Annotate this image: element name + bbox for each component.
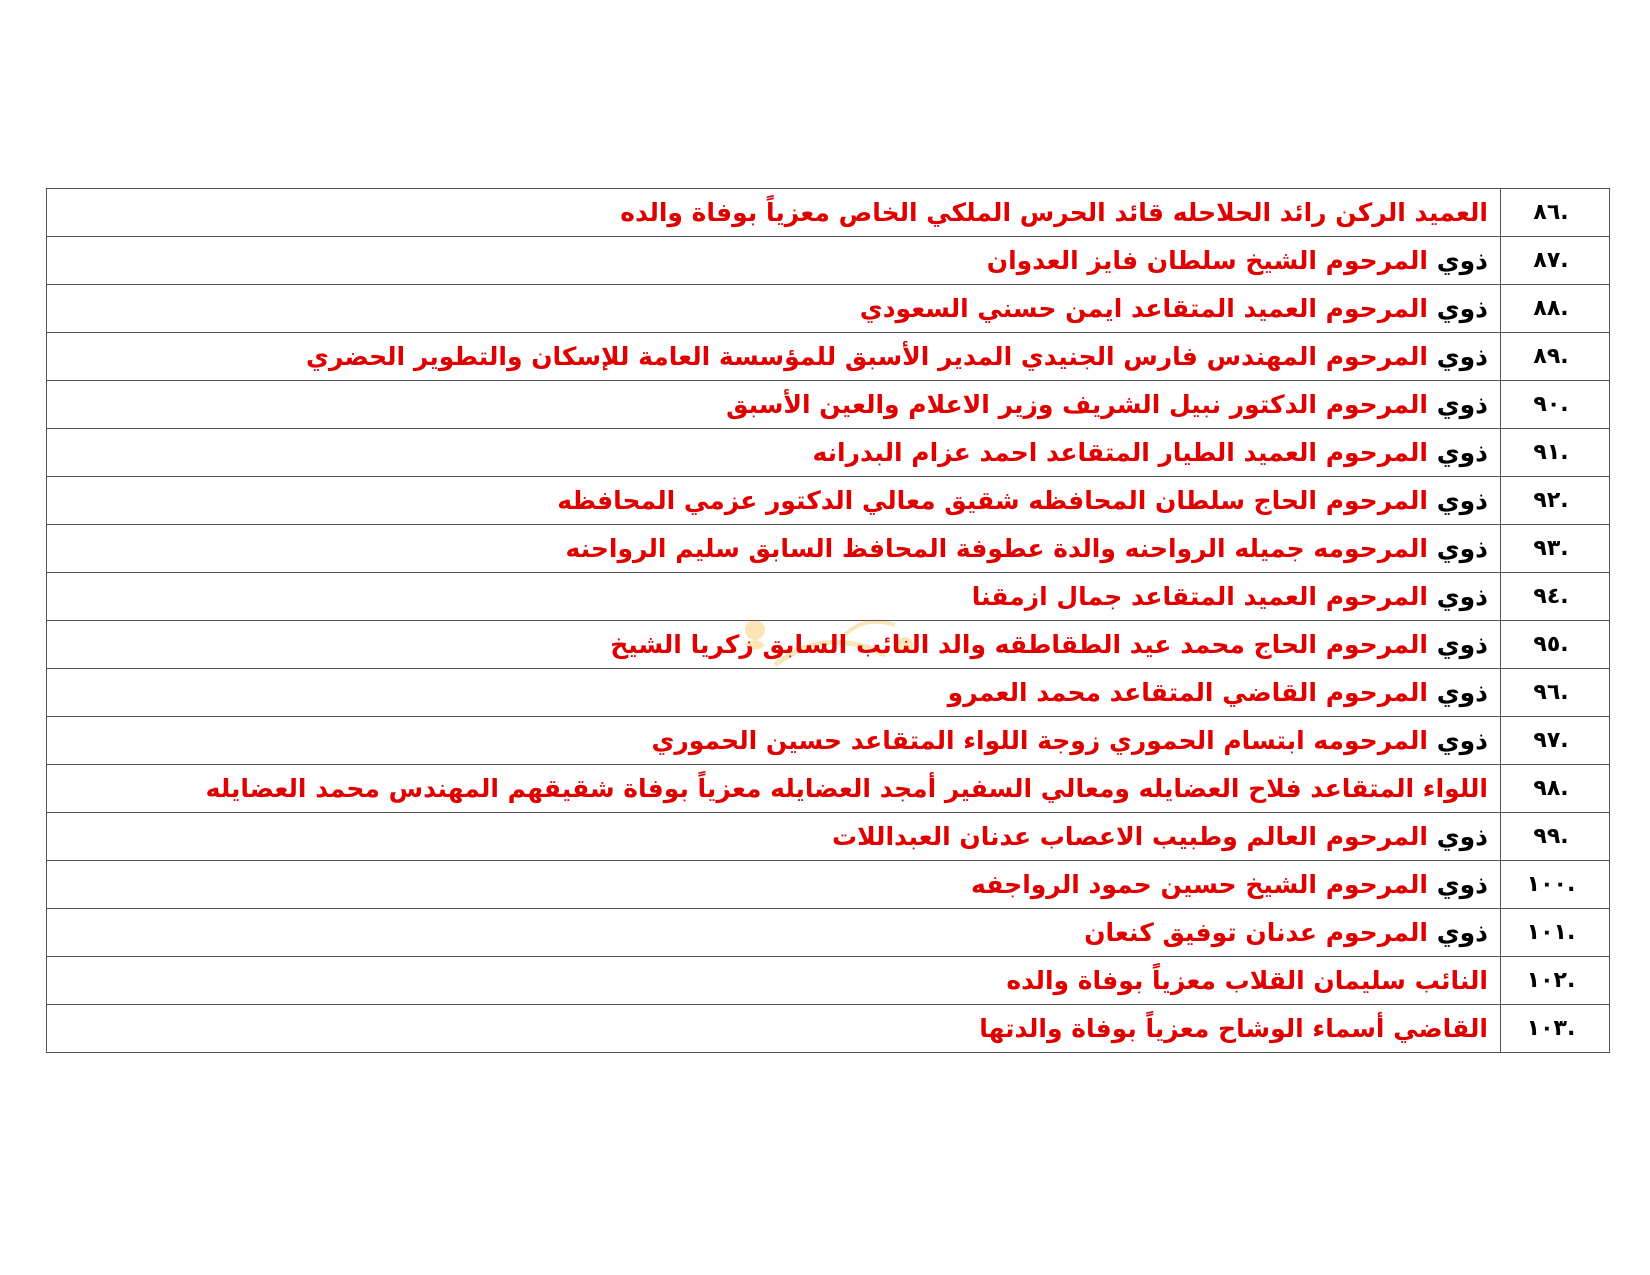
row-number-cell bbox=[1501, 813, 1610, 861]
condolence-prefix: ذوي bbox=[1436, 438, 1488, 467]
row-number-cell bbox=[1501, 765, 1610, 813]
condolence-text-cell bbox=[47, 813, 1501, 861]
table-row bbox=[47, 477, 1610, 525]
condolence-name-text: المرحومه جميله الرواحنه والدة عطوفة المحافظ السابق سليم الرواحنه bbox=[565, 534, 1428, 563]
condolence-text-cell bbox=[47, 765, 1501, 813]
condolence-name-text: المرحوم الحاج محمد عيد الطقاطقه والد النائب السابق زكريا الشيخ bbox=[610, 630, 1428, 659]
row-number-cell bbox=[1501, 333, 1610, 381]
row-number-cell bbox=[1501, 621, 1610, 669]
row-number-cell bbox=[1501, 957, 1610, 1005]
condolence-text-cell bbox=[47, 669, 1501, 717]
row-number: .٩٤ bbox=[1533, 584, 1569, 609]
table-row bbox=[47, 957, 1610, 1005]
condolence-name-text: المرحوم العميد المتقاعد جمال ازمقنا bbox=[971, 582, 1428, 611]
row-number: .١٠٢ bbox=[1526, 968, 1576, 993]
condolence-name-text: المرحوم الحاج سلطان المحافظه شقيق معالي الدكتور عزمي المحافظه bbox=[557, 486, 1428, 515]
condolence-name-text: المرحوم القاضي المتقاعد محمد العمرو bbox=[947, 678, 1428, 707]
condolence-text-cell bbox=[47, 333, 1501, 381]
condolence-name-text: المرحوم العميد الطيار المتقاعد احمد عزام البدرانه bbox=[812, 438, 1428, 467]
condolence-prefix: ذوي bbox=[1436, 294, 1488, 323]
condolence-name-text: المرحوم المهندس فارس الجنيدي المدير الأسبق للمؤسسة العامة للإسكان والتطوير الحضري bbox=[306, 342, 1428, 371]
row-number-cell bbox=[1501, 1005, 1610, 1053]
table-row bbox=[47, 813, 1610, 861]
row-number-cell bbox=[1501, 525, 1610, 573]
condolence-text-cell bbox=[47, 621, 1501, 669]
condolence-prefix: ذوي bbox=[1436, 870, 1488, 899]
row-number: .٩٧ bbox=[1533, 728, 1569, 753]
condolence-text-cell bbox=[47, 909, 1501, 957]
condolence-name-text: المرحوم عدنان توفيق كنعان bbox=[1084, 918, 1428, 947]
row-number: .٩٠ bbox=[1533, 392, 1569, 417]
row-number-cell bbox=[1501, 285, 1610, 333]
table-row bbox=[47, 861, 1610, 909]
row-number: .٨٩ bbox=[1533, 344, 1569, 369]
condolence-prefix: ذوي bbox=[1436, 390, 1488, 419]
row-number: .٩٦ bbox=[1533, 680, 1569, 705]
row-number-cell bbox=[1501, 237, 1610, 285]
condolence-name-text: اللواء المتقاعد فلاح العضايله ومعالي السفير أمجد العضايله معزياً بوفاة شقيقهم المهندس محمد العضايله bbox=[205, 774, 1488, 803]
row-number-cell bbox=[1501, 669, 1610, 717]
condolence-name-text: المرحوم الدكتور نبيل الشريف وزير الاعلام والعين الأسبق bbox=[726, 390, 1428, 419]
condolence-text-cell bbox=[47, 861, 1501, 909]
condolence-prefix: ذوي bbox=[1436, 822, 1488, 851]
condolence-name-text: المرحومه ابتسام الحموري زوجة اللواء المتقاعد حسين الحموري bbox=[651, 726, 1428, 755]
condolence-name-text: المرحوم العميد المتقاعد ايمن حسني السعودي bbox=[859, 294, 1428, 323]
row-number: .١٠١ bbox=[1526, 920, 1576, 945]
row-number: .٩٢ bbox=[1533, 488, 1569, 513]
table-row bbox=[47, 381, 1610, 429]
table-row bbox=[47, 429, 1610, 477]
condolence-table bbox=[46, 188, 1610, 1053]
condolence-table-body bbox=[47, 189, 1610, 1053]
condolence-prefix: ذوي bbox=[1436, 342, 1488, 371]
row-number: .١٠٣ bbox=[1526, 1016, 1576, 1041]
condolence-text-cell bbox=[47, 381, 1501, 429]
row-number: .٩٩ bbox=[1533, 824, 1569, 849]
condolence-prefix: ذوي bbox=[1436, 486, 1488, 515]
condolence-text-cell bbox=[47, 429, 1501, 477]
row-number: .٩٣ bbox=[1533, 536, 1569, 561]
row-number: .١٠٠ bbox=[1526, 872, 1576, 897]
condolence-prefix: ذوي bbox=[1436, 678, 1488, 707]
table-row bbox=[47, 573, 1610, 621]
condolence-text-cell bbox=[47, 717, 1501, 765]
table-row bbox=[47, 285, 1610, 333]
condolence-prefix: ذوي bbox=[1436, 246, 1488, 275]
row-number-cell bbox=[1501, 477, 1610, 525]
condolence-name-text: القاضي أسماء الوشاح معزياً بوفاة والدتها bbox=[979, 1014, 1488, 1043]
row-number-cell bbox=[1501, 861, 1610, 909]
condolence-name-text: المرحوم العالم وطبيب الاعصاب عدنان العبداللات bbox=[831, 822, 1428, 851]
condolence-text-cell bbox=[47, 957, 1501, 1005]
condolence-text-cell bbox=[47, 189, 1501, 237]
condolence-prefix: ذوي bbox=[1436, 582, 1488, 611]
row-number-cell bbox=[1501, 381, 1610, 429]
condolence-prefix: ذوي bbox=[1436, 630, 1488, 659]
row-number: .٩١ bbox=[1533, 440, 1569, 465]
table-row bbox=[47, 237, 1610, 285]
table-row bbox=[47, 189, 1610, 237]
condolence-name-text: المرحوم الشيخ حسين حمود الرواجفه bbox=[971, 870, 1428, 899]
row-number-cell bbox=[1501, 909, 1610, 957]
row-number: .٨٦ bbox=[1533, 200, 1569, 225]
condolence-name-text: العميد الركن رائد الحلاحله قائد الحرس الملكي الخاص معزياً بوفاة والده bbox=[620, 198, 1488, 227]
condolence-text-cell bbox=[47, 1005, 1501, 1053]
table-row bbox=[47, 909, 1610, 957]
row-number-cell bbox=[1501, 573, 1610, 621]
condolence-text-cell bbox=[47, 237, 1501, 285]
condolence-name-text: المرحوم الشيخ سلطان فايز العدوان bbox=[986, 246, 1428, 275]
condolence-name-text: النائب سليمان القلاب معزياً بوفاة والده bbox=[1006, 966, 1488, 995]
table-row bbox=[47, 1005, 1610, 1053]
condolence-text-cell bbox=[47, 573, 1501, 621]
table-row bbox=[47, 765, 1610, 813]
row-number: .٩٨ bbox=[1533, 776, 1569, 801]
condolence-text-cell bbox=[47, 525, 1501, 573]
condolence-prefix: ذوي bbox=[1436, 726, 1488, 755]
condolence-prefix: ذوي bbox=[1436, 918, 1488, 947]
table-row bbox=[47, 333, 1610, 381]
table-row bbox=[47, 669, 1610, 717]
row-number: .٩٥ bbox=[1533, 632, 1569, 657]
row-number-cell bbox=[1501, 429, 1610, 477]
condolence-prefix: ذوي bbox=[1436, 534, 1488, 563]
condolence-text-cell bbox=[47, 285, 1501, 333]
row-number-cell bbox=[1501, 189, 1610, 237]
row-number: .٨٨ bbox=[1533, 296, 1569, 321]
table-row bbox=[47, 717, 1610, 765]
table-row bbox=[47, 621, 1610, 669]
table-row bbox=[47, 525, 1610, 573]
row-number: .٨٧ bbox=[1533, 248, 1569, 273]
condolence-text-cell bbox=[47, 477, 1501, 525]
row-number-cell bbox=[1501, 717, 1610, 765]
